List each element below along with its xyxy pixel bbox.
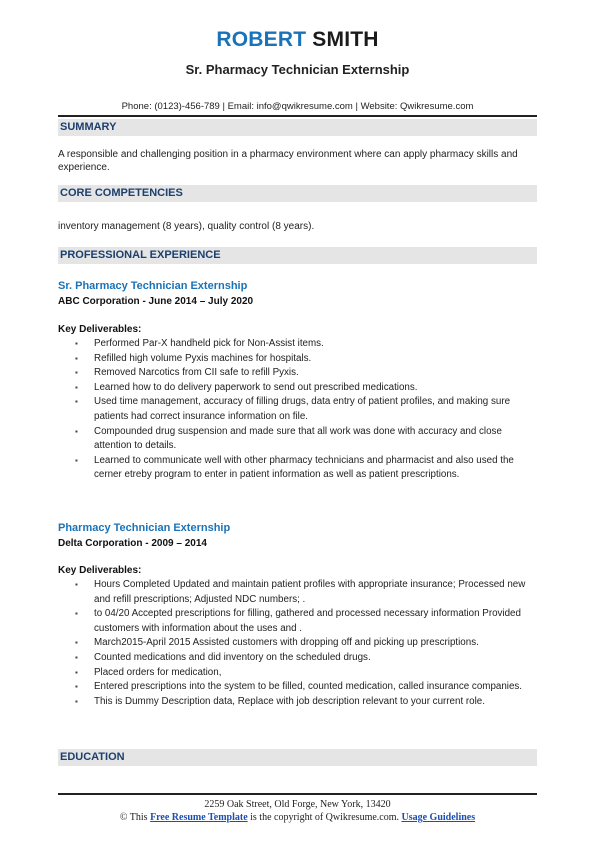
list-item: ▪ to 04/20 Accepted prescriptions for filling, gathered and processed necessary information Provided customers with information about the uses and . [58,607,537,636]
job-bullet-list [58,337,537,483]
list-item: ▪ Counted medications and did inventory on the scheduled drugs. [58,651,537,666]
section-education-heading: EDUCATION [58,749,537,766]
footer-divider [58,793,537,795]
list-item: ▪ Hours Completed Updated and maintain patient profiles with appropriate insurance; Processed new and refill prescriptions; Adjusted NDC numbers; . [58,578,537,607]
job-bullet-list [58,578,537,709]
competencies-text: inventory management (8 years), quality control (8 years). [58,221,315,232]
key-deliverables-label: Key Deliverables: [58,565,142,576]
list-item: ▪ Learned to communicate well with other pharmacy technicians and pharmacist and also used the cerner etreby program to enter in patient information as well as patient prescriptions. [58,454,537,483]
key-deliverables-label: Key Deliverables: [58,324,142,335]
last-name: SMITH [312,28,379,51]
candidate-name [0,27,595,53]
list-item: ▪ March2015-April 2015 Assisted customers with dropping off and picking up prescriptions. [58,636,537,651]
header-divider [58,115,537,117]
job-organization: ABC Corporation - June 2014 – July 2020 [58,296,254,307]
list-item: ▪ Learned how to do delivery paperwork to send out prescribed medications. [58,381,537,396]
job-organization: Delta Corporation - 2009 – 2014 [58,538,207,549]
contact-line: Phone: (0123)-456-789 | Email: info@qwikresume.com | Website: Qwikresume.com [121,101,474,112]
job-title: Pharmacy Technician Externship [58,522,231,534]
footer-address: 2259 Oak Street, Old Forge, New York, 13420 [204,799,391,810]
list-item: ▪ Refilled high volume Pyxis machines for hospitals. [58,352,537,367]
summary-text: A responsible and challenging position in a pharmacy environment where can apply pharmacy skills and experience. [58,149,518,173]
list-item: ▪ This is Dummy Description data, Replace with job description relevant to your current role. [58,695,537,710]
list-item: ▪ Performed Par-X handheld pick for Non-Assist items. [58,337,537,352]
first-name: ROBERT [216,28,307,51]
footer-copyright [0,811,595,824]
section-competencies-heading: CORE COMPETENCIES [58,185,537,202]
usage-guidelines-link[interactable]: Usage Guidelines [401,812,476,823]
section-experience-heading: PROFESSIONAL EXPERIENCE [58,247,537,264]
copyright-middle: is the copyright of Qwikresume.com. [250,812,399,823]
list-item: ▪ Used time management, accuracy of filling drugs, data entry of patient profiles, and making sure patients had correct insurance information on file. [58,395,537,424]
job-title: Sr. Pharmacy Technician Externship [58,280,248,292]
free-resume-template-link[interactable]: Free Resume Template [150,812,248,823]
list-item: ▪ Compounded drug suspension and made sure that all work was done with accuracy and close attention to details. [58,425,537,454]
copyright-prefix: © This [119,812,148,823]
list-item: ▪ Entered prescriptions into the system to be filled, counted medication, called insurance companies. [58,680,537,695]
section-summary-heading: SUMMARY [58,119,537,136]
list-item: ▪ Removed Narcotics from CII safe to refill Pyxis. [58,366,537,381]
candidate-title: Sr. Pharmacy Technician Externship [185,62,410,77]
list-item: ▪ Placed orders for medication, [58,666,537,681]
